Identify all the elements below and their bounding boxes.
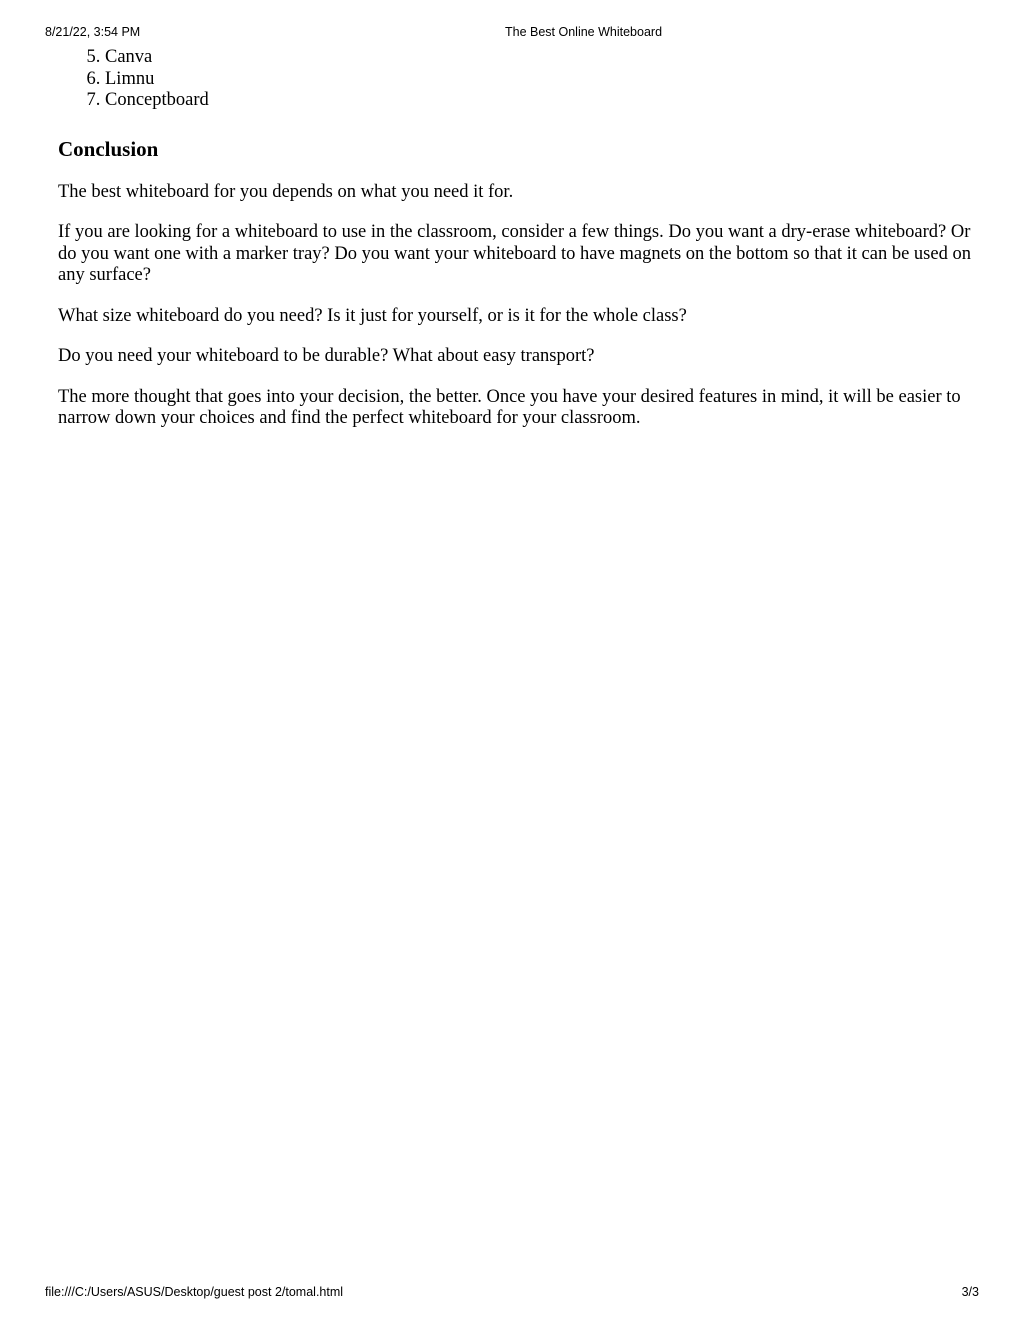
- conclusion-paragraph: The more thought that goes into your decision, the better. Once you have your desired features in mind, it will be easier to narrow down your choices and find the perfect whiteboard for your classroom.: [58, 386, 961, 428]
- conclusion-paragraph: Do you need your whiteboard to be durable? What about easy transport?: [58, 346, 595, 366]
- list-item: 6. Limnu: [105, 69, 978, 91]
- print-file-url: file:///C:/Users/ASUS/Desktop/guest post 2/tomal.html: [45, 1285, 344, 1299]
- article-content: [58, 47, 978, 449]
- print-header: [0, 25, 1024, 41]
- print-footer: [0, 1285, 1024, 1301]
- print-datetime: 8/21/22, 3:54 PM: [45, 25, 141, 39]
- whiteboard-tools-list: [58, 47, 978, 112]
- print-page-title: The Best Online Whiteboard: [505, 25, 663, 39]
- conclusion-paragraph: What size whiteboard do you need? Is it just for yourself, or is it for the whole class?: [58, 305, 687, 326]
- page-number: 3/3: [961, 1285, 979, 1299]
- list-item: 7. Conceptboard: [105, 90, 978, 112]
- list-item: 5. Canva: [105, 47, 978, 69]
- conclusion-heading: Conclusion: [58, 136, 159, 161]
- conclusion-paragraph: If you are looking for a whiteboard to use in the classroom, consider a few things. Do you want a dry-erase whiteboard? Or do you want one with a marker tray? Do you want your whiteboard to have magnets on the bottom so that it can be used on any surface?: [58, 222, 971, 285]
- conclusion-paragraph: The best whiteboard for you depends on what you need it for.: [58, 181, 514, 202]
